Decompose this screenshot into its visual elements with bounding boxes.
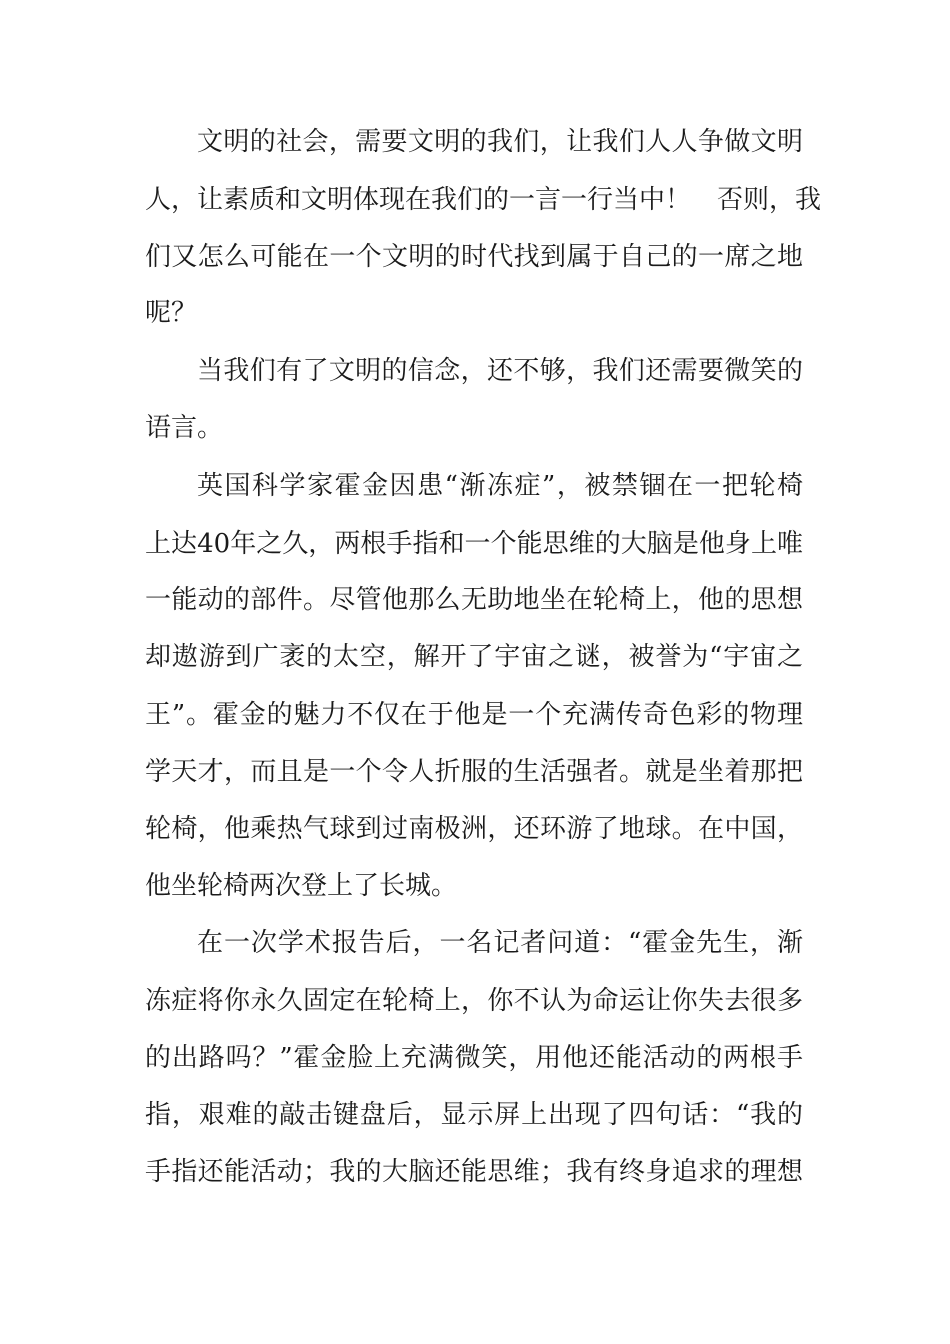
line-text: 一能动的部件。尽管他那么无助地坐在轮椅上，他的思想 xyxy=(145,585,803,615)
line-text: 他坐轮椅两次登上了长城。 xyxy=(145,871,458,901)
text-line xyxy=(0,524,950,564)
line-text: 学天才，而且是一个令人折服的生活强者。就是坐着那把 xyxy=(145,757,803,787)
line-text: 英国科学家霍金因患“渐冻症”，被禁锢在一把轮椅 xyxy=(197,471,803,501)
text-line xyxy=(0,809,950,849)
line-text: 的出路吗？”霍金脸上充满微笑，用他还能活动的两根手 xyxy=(145,1043,803,1073)
line-text: 人，让素质和文明体现在我们的一言一行当中！ 否则，我 xyxy=(145,185,822,215)
text-line xyxy=(0,752,950,792)
line-text: 在一次学术报告后，一名记者问道：“霍金先生，渐 xyxy=(197,928,803,958)
text-line xyxy=(0,923,950,963)
line-text: 王”。霍金的魅力不仅在于他是一个充满传奇色彩的物理 xyxy=(145,700,803,730)
text-line xyxy=(0,351,950,391)
text-line xyxy=(0,237,950,277)
line-text: 语言。 xyxy=(145,413,224,443)
line-text: 当我们有了文明的信念，还不够，我们还需要微笑的 xyxy=(197,356,803,386)
line-text: 手指还能活动；我的大脑还能思维；我有终身追求的理想 xyxy=(145,1157,803,1187)
line-text: 文明的社会，需要文明的我们，让我们人人争做文明 xyxy=(197,127,803,157)
line-text: 上达40年之久，两根手指和一个能思维的大脑是他身上唯 xyxy=(145,529,803,559)
text-line xyxy=(0,637,950,677)
line-text: 却遨游到广袤的太空，解开了宇宙之谜，被誉为“宇宙之 xyxy=(145,642,803,672)
line-text: 冻症将你永久固定在轮椅上，你不认为命运让你失去很多 xyxy=(145,986,803,1016)
line-text: 指，艰难的敲击键盘后，显示屏上出现了四句话：“我的 xyxy=(145,1100,803,1130)
text-line xyxy=(0,981,950,1021)
text-line xyxy=(0,293,950,333)
text-line xyxy=(0,866,950,906)
line-text: 呢？ xyxy=(145,298,198,328)
text-line xyxy=(0,1038,950,1078)
text-line xyxy=(0,180,950,220)
text-line xyxy=(0,122,950,162)
text-line xyxy=(0,695,950,735)
text-line xyxy=(0,580,950,620)
text-line xyxy=(0,1095,950,1135)
text-line xyxy=(0,408,950,448)
line-text: 轮椅，他乘热气球到过南极洲，还环游了地球。在中国， xyxy=(145,814,803,844)
text-line xyxy=(0,466,950,506)
line-text: 们又怎么可能在一个文明的时代找到属于自己的一席之地 xyxy=(145,242,803,272)
text-line xyxy=(0,1152,950,1192)
